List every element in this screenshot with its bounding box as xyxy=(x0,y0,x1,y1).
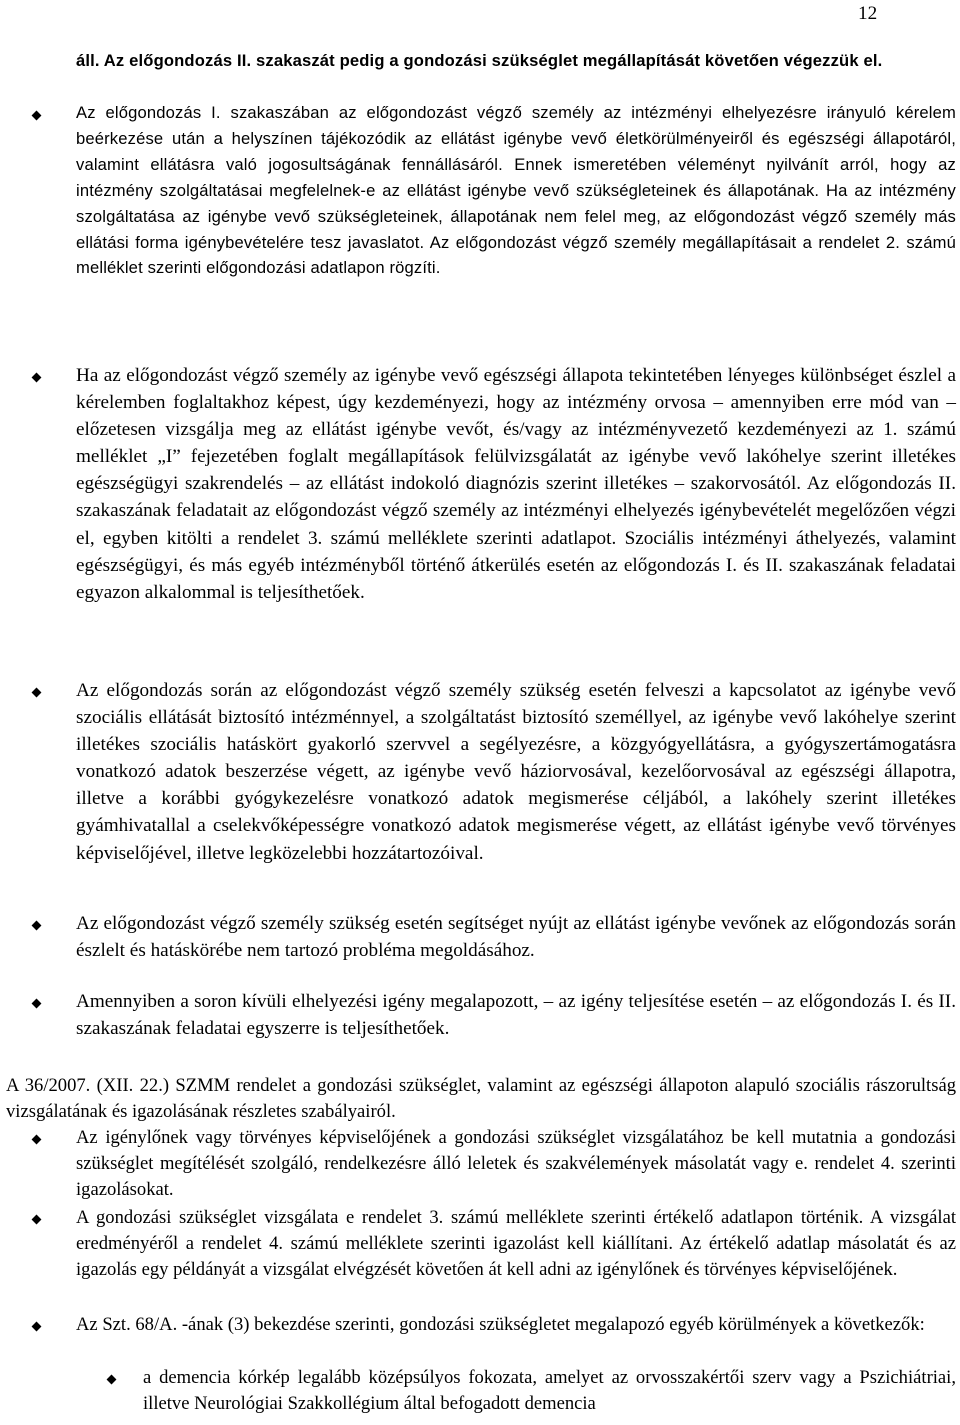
list-item-text: Az előgondozás I. szakaszában az előgondozást végző személy az intézményi elhelyezésre irányuló kérelem beérkezése után a helyszínen tájékozódik az ellátást igénybe vevő életkörülményeiről és egészségi állapotáról, valamint ellátásra való jogosultságának fennállásáról. Ennek ismeretében véleményt nyilvánít arról, hogy az intézmény szolgáltatásai megfelelnek-e az ellátást igénybe vevő szükségleteinek és állapotának. Ha az intézmény szolgáltatása az igénybe vevő szükségleteinek, állapotának nem felel meg, az előgondozást végző személy más ellátási forma igénybevételére tesz javaslatot. Az előgondozást végző személy megállapításait a rendelet 2. számú melléklet szerinti előgondozási adatlapon rögzíti. xyxy=(76,103,956,278)
list-item-text: A gondozási szükséglet vizsgálata e rendelet 3. számú melléklete szerinti értékelő adatlapon történik. A vizsgálat eredményéről a rendelet 4. számú melléklete szerinti igazolást kell kiállítani. Az értékelő adatlap másolatát és az igazolás egy példányát a vizsgálat elvégzését követően át kell adni az igénylőnek és törvényes képviselőjének. xyxy=(76,1207,956,1281)
page-number: 12 xyxy=(858,3,878,24)
list-item-text: Amennyiben a soron kívüli elhelyezési igény megalapozott, – az igény teljesítése esetén – az előgondozás I. és II. szakaszának feladatai egyszerre is teljesíthetőek. xyxy=(76,991,956,1040)
diamond-bullet-icon xyxy=(32,1215,42,1225)
diamond-bullet-icon xyxy=(32,373,42,383)
list-item-text: Az Szt. 68/A. -ának (3) bekezdése szerinti, gondozási szükségletet megalapozó egyéb körülmények a következők: xyxy=(76,1314,925,1335)
list-item-text: Az előgondozás során az előgondozást végző személy szükség esetén felveszi a kapcsolatot az igénybe vevő szociális ellátását biztosító intézménnyel, a szolgáltatást biztosító személlyel, az igénybe vevő lakóhelye szerint illetékes szociális hatáskört gyakorló szervvel a segélyezésre, a közgyógyellátásra, a gyógyszertámogatásra vonatkozó adatok beszerzése végett, az igénybe vevő háziorvosával, kezelőorvosával az egészségi állapotra, illetve a korábbi gyógykezelésre vonatkozó adatok megismerése céljából, a lakóhely szerint illetékes gyámhivatallal a cselekvőképességre vonatkozó adatok megismerése végett, az ellátást igénybe vevő törvényes képviselőjével, illetve legközelebbi hozzátartozóival. xyxy=(76,680,956,864)
list-item-text: a demencia kórkép legalább középsúlyos fokozata, amelyet az orvosszakértői szerv vagy a Pszichiátriai, illetve Neurológiai Szakkollégium által befogadott demencia xyxy=(143,1367,956,1415)
section-heading: A 36/2007. (XII. 22.) SZMM rendelet a gondozási szükséglet, valamint az egészségi állapoton alapuló szociális rászorultság vizsgálatának és igazolásának részletes szabályairól. xyxy=(6,1075,956,1123)
diamond-bullet-icon xyxy=(32,999,42,1009)
diamond-bullet-icon xyxy=(32,111,42,121)
intro-heading: áll. Az előgondozás II. szakaszát pedig a gondozási szükséglet megállapítását követően végezzük el. xyxy=(76,51,883,70)
diamond-bullet-icon xyxy=(32,1322,42,1332)
diamond-bullet-icon xyxy=(32,688,42,698)
diamond-bullet-icon xyxy=(32,921,42,931)
diamond-bullet-icon xyxy=(107,1375,117,1385)
list-item-text: Az igénylőnek vagy törvényes képviselőjének a gondozási szükséglet vizsgálatához be kell mutatnia a gondozási szükséglet megítélését szolgáló, rendelkezésre álló leletek és szakvélemények másolatát vagy e. rendelet 4. szerinti igazolásokat. xyxy=(76,1127,956,1201)
list-item-text: Ha az előgondozást végző személy az igénybe vevő egészségi állapota tekintetében lényeges különbséget észlel a kérelemben foglaltakhoz képest, úgy kezdeményezi, hogy az intézmény orvosa – amennyiben erre mód van – előzetesen vizsgálja meg az ellátást igénybe vevőt, és/vagy az intézményvezető kezdeményezi az 1. számú melléklet „I” fejezetében foglalt megállapítások felülvizsgálatát az igénybe vevő lakóhelye szerint illetékes egészségügyi szakrendelés – az ellátást indokoló diagnózis szerint illetékes – szakorvosától. Az előgondozás II. szakaszának feladatait az előgondozást végző személy az intézményi elhelyezés igénybevételét megelőzően végzi el, egyben kitölti a rendelet 3. számú melléklete szerinti adatlapot. Szociális intézményi áthelyezés, valamint egészségügyi, és más egyéb intézményből történő átkerülés esetén az előgondozás I. és II. szakaszának feladatai egyazon alkalommal is teljesíthetőek. xyxy=(76,365,956,603)
list-item-text: Az előgondozást végző személy szükség esetén segítséget nyújt az ellátást igénybe vevőnek az előgondozás során észlelt és hatáskörébe nem tartozó probléma megoldásához. xyxy=(76,913,956,962)
diamond-bullet-icon xyxy=(32,1135,42,1145)
